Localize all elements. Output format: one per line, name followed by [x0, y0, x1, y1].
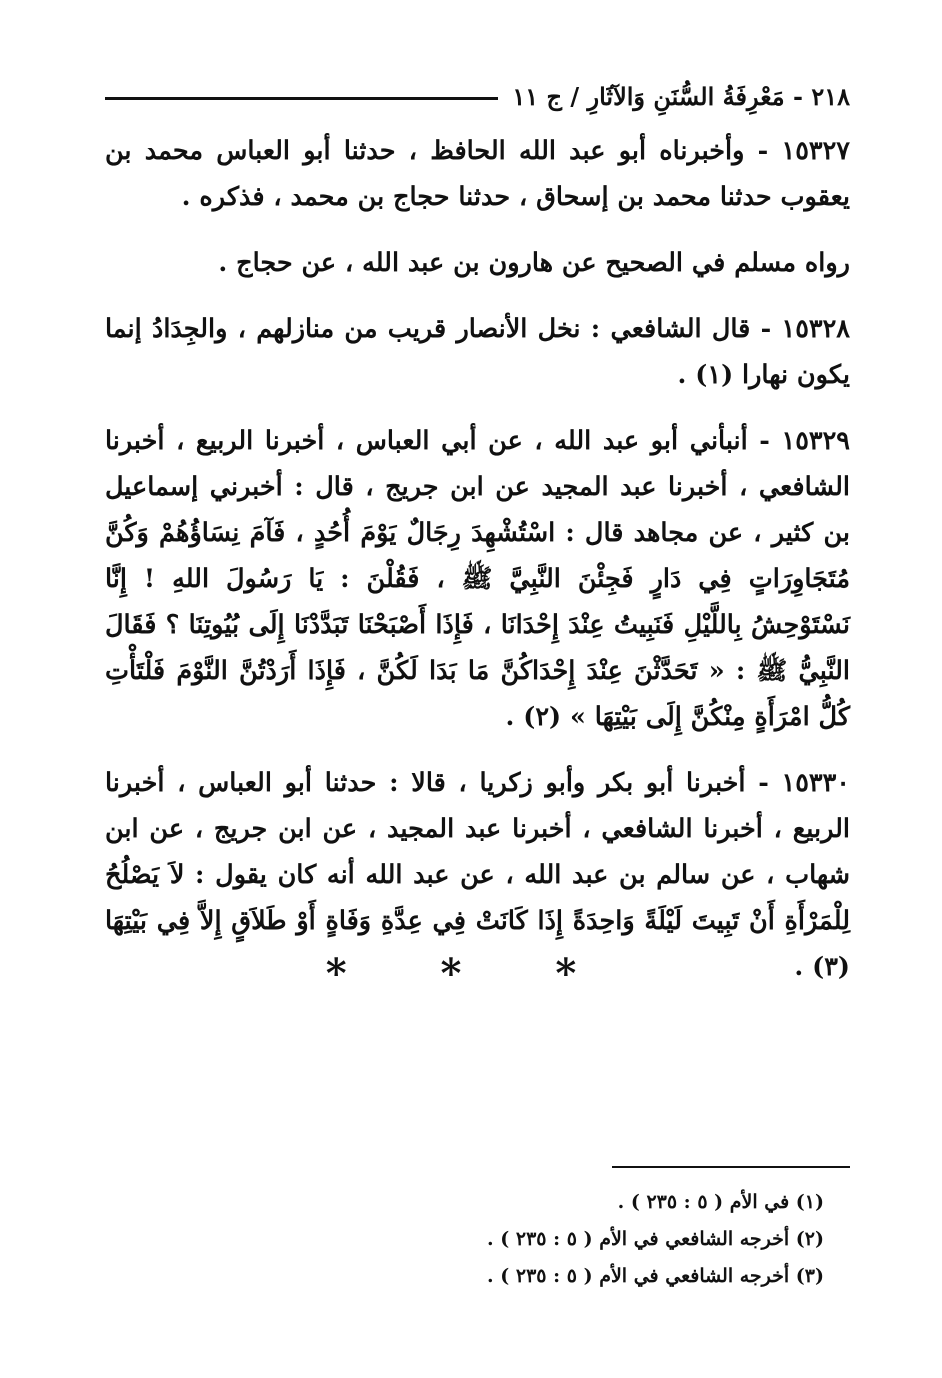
paragraph-15330: ١٥٣٣٠ - أخبرنا أبو بكر وأبو زكريا ، قالا : حدثنا أبو العباس ، أخبرنا الربيع ، أخبرنا الشافعي ، أخبرنا عبد المجيد ، عن ابن جريج ، عن ابن شهاب ، عن سالم بن عبد الله ، عن عبد الله أنه كان يقول : لاَ يَصْلُحُ لِلْمَرْأَةِ أَنْ تَبِيتَ لَيْلَةً وَاحِدَةً إِذَا كَانَتْ فِي عِدَّةِ وَفَاةٍ أَوْ طَلاَقٍ إِلاَّ فِي بَيْتِهَا (٣) .: [105, 768, 850, 982]
page-header: [105, 76, 850, 116]
main-text: [105, 128, 850, 1004]
running-title: ٢١٨ - مَعْرِفَةُ السُّنَنِ وَالآثَارِ / ج ١١: [512, 81, 850, 111]
footnotes: [224, 1184, 824, 1295]
header-rule: [105, 97, 498, 100]
footnote-2: (٢) أخرجه الشافعي في الأم ( ٥ : ٢٣٥ ) .: [487, 1228, 824, 1250]
section-separator: * * *: [325, 950, 617, 997]
paragraph-muslim-note: رواه مسلم في الصحيح عن هارون بن عبد الله ، عن حجاج .: [218, 248, 850, 278]
paragraph-15329: ١٥٣٢٩ - أنبأني أبو عبد الله ، عن أبي العباس ، أخبرنا الربيع ، أخبرنا الشافعي ، أخبرنا عبد المجيد عن ابن جريج ، قال : أخبرني إسماعيل بن كثير ، عن مجاهد قال : اسْتُشْهِدَ رِجَالٌ يَوْمَ أُحُدٍ ، فَآمَ نِسَاؤُهُمْ وَكُنَّ مُتَجَاوِرَاتٍ فِي دَارٍ فَجِئْنَ النَّبِيَّ ﷺ ، فَقُلْنَ : يَا رَسُولَ اللهِ ! إِنَّا نَسْتَوْحِشُ بِاللَّيْلِ فَنَبِيتُ عِنْدَ إِحْدَانَا ، فَإِذَا أَصْبَحْنَا تَبَدَّدْنَا إِلَى بُيُوتِنَا ؟ فَقَالَ النَّبِيُّ ﷺ : « تَحَدَّثْنَ عِنْدَ إِحْدَاكُنَّ مَا بَدَا لَكُنَّ ، فَإِذَا أَرَدْتُنَّ النَّوْمَ فَلْتَأْتِ كُلُّ امْرَأَةٍ مِنْكُنَّ إِلَى بَيْتِهَا » (٢) .: [105, 426, 850, 732]
footnote-rule: [612, 1166, 850, 1168]
footnote-1: (١) في الأم ( ٥ : ٢٣٥ ) .: [617, 1191, 824, 1213]
paragraph-15328: ١٥٣٢٨ - قال الشافعي : نخل الأنصار قريب من منازلهم ، والجِدَادُ إنما يكون نهارا (١) .: [105, 314, 850, 390]
footnote-3: (٣) أخرجه الشافعي في الأم ( ٥ : ٢٣٥ ) .: [487, 1265, 824, 1287]
paragraph-15327: ١٥٣٢٧ - وأخبرناه أبو عبد الله الحافظ ، حدثنا أبو العباس محمد بن يعقوب حدثنا محمد بن إسحاق ، حدثنا حجاج بن محمد ، فذكره .: [105, 136, 850, 212]
